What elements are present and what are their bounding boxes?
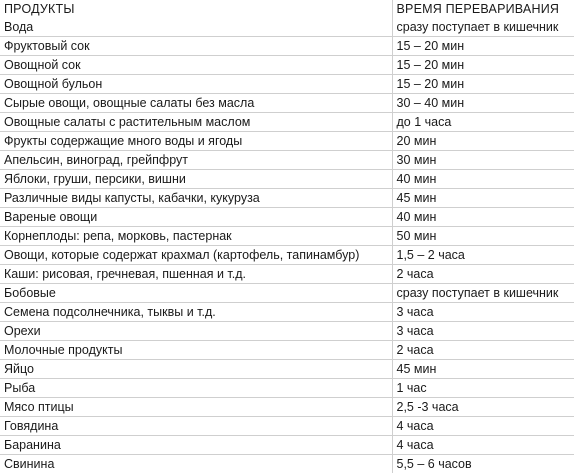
digestion-time-cell: сразу поступает в кишечник [392,284,574,303]
table-row [0,208,574,227]
product-cell: Рыба [0,379,392,398]
digestion-time-cell: 3 часа [392,322,574,341]
table-row [0,56,574,75]
product-cell: Овощной сок [0,56,392,75]
digestion-time-cell: 2 часа [392,265,574,284]
digestion-time-cell: 15 – 20 мин [392,75,574,94]
product-cell: Семена подсолнечника, тыквы и т.д. [0,303,392,322]
table-row [0,436,574,455]
product-cell: Бобовые [0,284,392,303]
table-row [0,94,574,113]
product-cell: Овощные салаты с растительным маслом [0,113,392,132]
product-cell: Различные виды капусты, кабачки, кукуруза [0,189,392,208]
product-cell: Фруктовый сок [0,37,392,56]
digestion-time-cell: 45 мин [392,360,574,379]
table-row [0,75,574,94]
table-row [0,341,574,360]
product-cell: Яйцо [0,360,392,379]
table-row [0,170,574,189]
digestion-time-cell: 2 часа [392,341,574,360]
table-row [0,189,574,208]
product-cell: Вареные овощи [0,208,392,227]
product-cell: Овощи, которые содержат крахмал (картофель, тапинамбур) [0,246,392,265]
table-row [0,322,574,341]
product-cell: Свинина [4,457,55,471]
table-row [0,227,574,246]
table-row [0,417,574,436]
digestion-time-cell: сразу поступает в кишечник [392,18,574,37]
product-cell: Овощной бульон [0,75,392,94]
header-row [0,0,574,18]
table-row [0,303,574,322]
table-row [0,113,574,132]
digestion-time-cell: до 1 часа [392,113,574,132]
table-row [0,284,574,303]
product-cell: Яблоки, груши, персики, вишни [0,170,392,189]
digestion-time-cell: 15 – 20 мин [392,37,574,56]
product-cell: Молочные продукты [0,341,392,360]
product-cell: Мясо птицы [0,398,392,417]
table-row [0,246,574,265]
product-cell: Апельсин, виноград, грейпфрут [0,151,392,170]
digestion-time-cell: 2,5 -3 часа [392,398,574,417]
table-row [0,18,574,37]
header-products: ПРОДУКТЫ [4,2,75,16]
digestion-time-cell: 5,5 – 6 часов [392,455,574,474]
table-row [0,379,574,398]
digestion-time-cell: 40 мин [392,170,574,189]
table-row [0,455,574,474]
product-cell: Говядина [0,417,392,436]
digestion-time-cell: 45 мин [392,189,574,208]
digestion-time-cell: 4 часа [392,436,574,455]
table-row [0,151,574,170]
table-row [0,398,574,417]
table-row [0,265,574,284]
digestion-time-cell: 20 мин [392,132,574,151]
table-row [0,132,574,151]
product-cell: Корнеплоды: репа, морковь, пастернак [0,227,392,246]
digestion-time-cell: 4 часа [392,417,574,436]
header-digestion-time: ВРЕМЯ ПЕРЕВАРИВАНИЯ [392,0,574,18]
product-cell: Фрукты содержащие много воды и ягоды [0,132,392,151]
product-cell: Каши: рисовая, гречневая, пшенная и т.д. [0,265,392,284]
product-cell: Орехи [0,322,392,341]
digestion-time-cell: 1,5 – 2 часа [392,246,574,265]
digestion-time-cell: 50 мин [392,227,574,246]
digestion-time-cell: 30 мин [392,151,574,170]
product-cell: Баранина [0,436,392,455]
product-cell: Сырые овощи, овощные салаты без масла [0,94,392,113]
product-cell: Вода [0,18,392,37]
table-row [0,360,574,379]
digestion-time-cell: 1 час [392,379,574,398]
digestion-time-cell: 15 – 20 мин [392,56,574,75]
digestion-time-cell: 30 – 40 мин [392,94,574,113]
digestion-time-cell: 3 часа [392,303,574,322]
table-row [0,37,574,56]
digestion-time-cell: 40 мин [392,208,574,227]
